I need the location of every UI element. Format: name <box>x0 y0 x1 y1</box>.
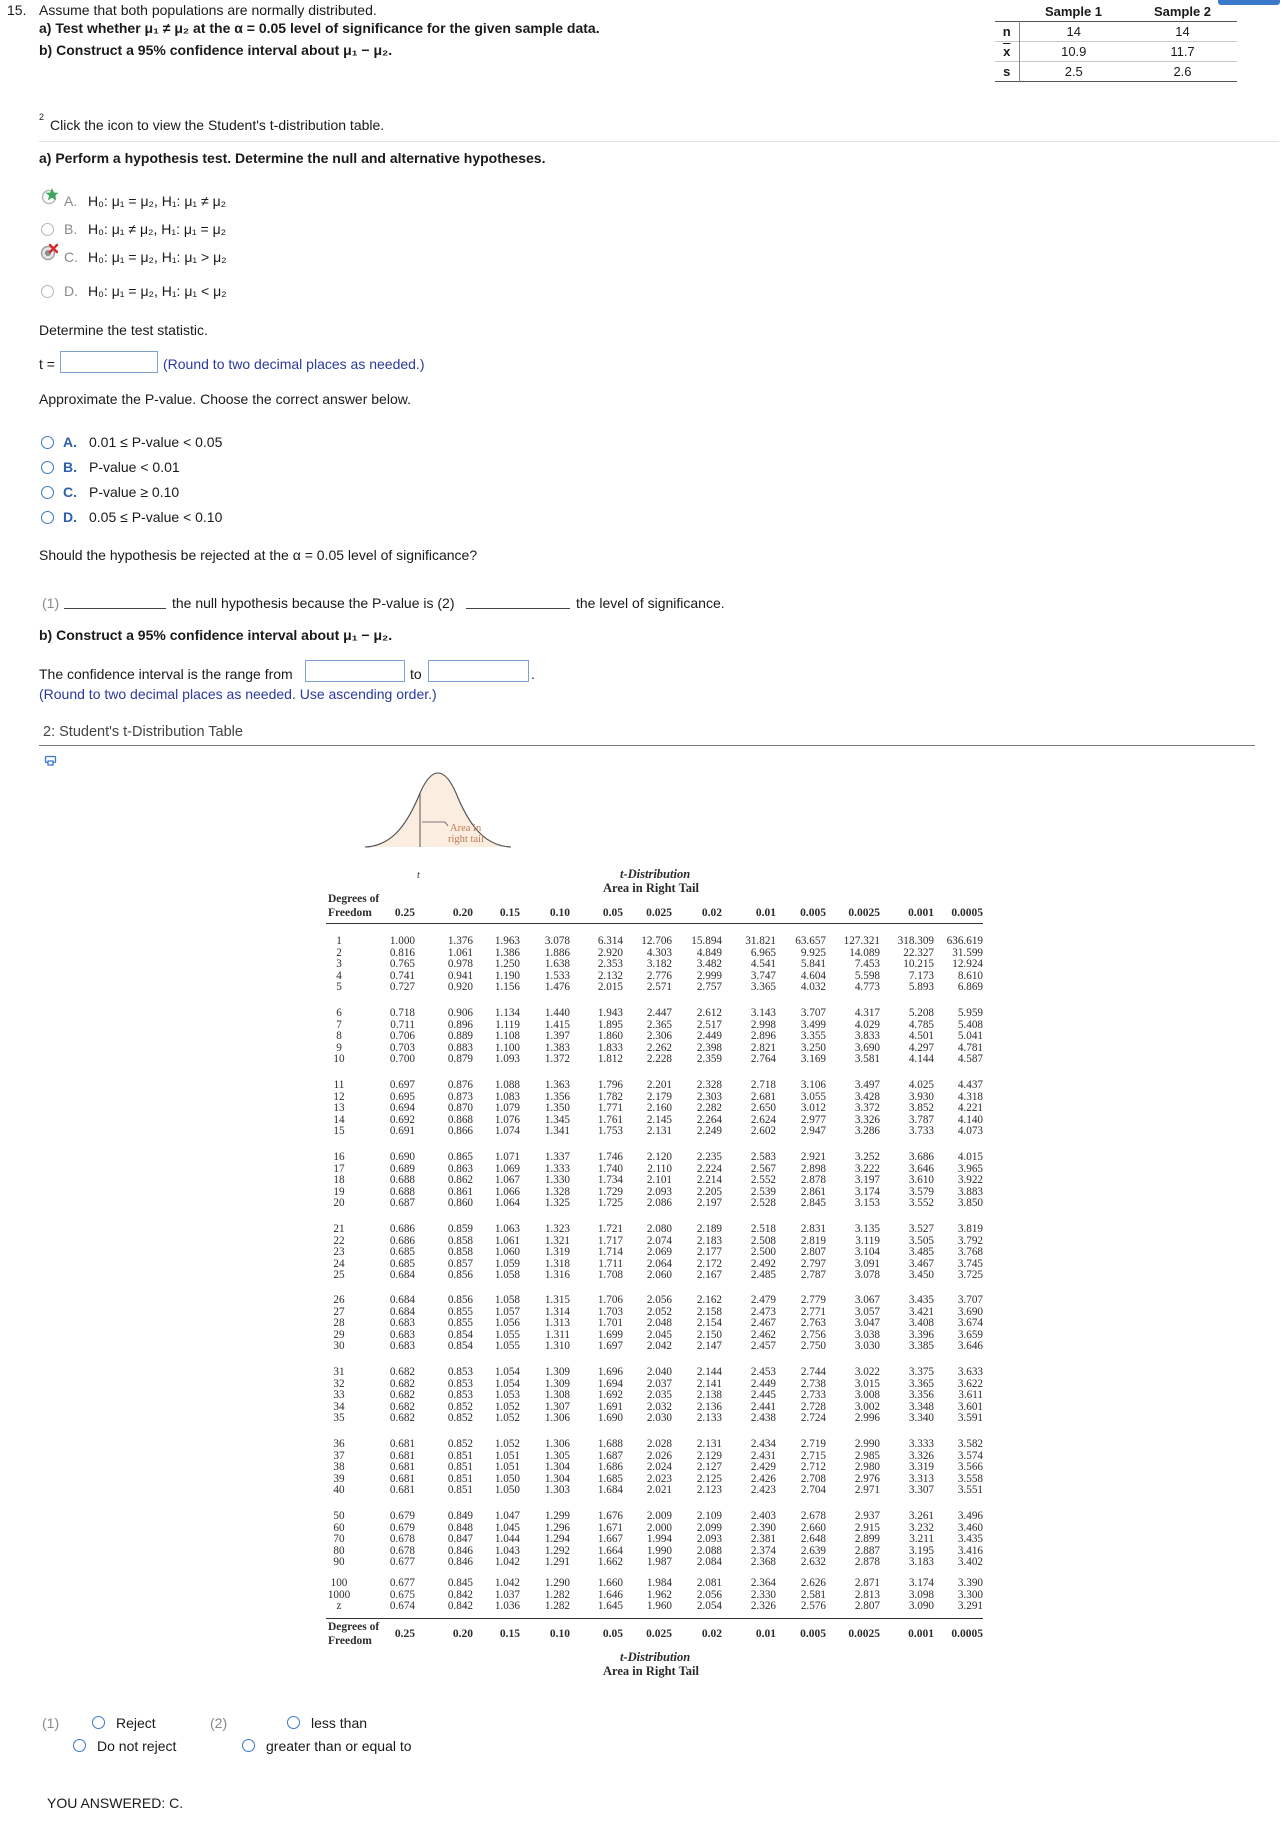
option-letter: D. <box>64 283 78 299</box>
summary-cell: 10.9 <box>1061 44 1087 59</box>
alpha-column-header: 0.001 <box>908 907 934 919</box>
df-column-group: 50 60 70 80 90 <box>333 1510 345 1569</box>
critical-value-column-group: 636.619 31.599 12.924 8.610 6.869 <box>946 935 983 994</box>
alpha-column-header: 0.25 <box>394 907 415 919</box>
alpha-column-header: 0.02 <box>701 907 722 919</box>
alpha-column-header: 0.0025 <box>848 907 880 919</box>
critical-value-column-group: 1.363 1.356 1.350 1.345 1.341 <box>544 1079 570 1138</box>
critical-value-column-group: 3.633 3.622 3.611 3.601 3.591 <box>957 1366 983 1425</box>
critical-value-column-group: 3.819 3.792 3.768 3.745 3.725 <box>957 1223 983 1282</box>
critical-value-column-group: 2.612 2.517 2.449 2.398 2.359 <box>696 1007 722 1066</box>
alpha-column-header: 0.25 <box>394 1628 415 1640</box>
critical-value-column-group: 4.025 3.930 3.852 3.787 3.733 <box>908 1079 934 1138</box>
critical-value-column-group: 2.120 2.110 2.101 2.093 2.086 <box>646 1151 672 1210</box>
critical-value-column-group: 3.375 3.365 3.356 3.348 3.340 <box>908 1366 934 1425</box>
hypotheses-prompt: a) Perform a hypothesis test. Determine the null and alternative hypotheses. <box>39 150 546 166</box>
critical-value-column-group: 0.684 0.684 0.683 0.683 0.683 <box>389 1294 415 1353</box>
critical-value-column-group: 1.706 1.703 1.701 1.699 1.697 <box>597 1294 623 1353</box>
radio-button[interactable] <box>73 1739 86 1752</box>
icon-note-text[interactable]: Click the icon to view the Student's t-distribution table. <box>50 117 385 133</box>
critical-value-column-group: 1.290 1.282 1.282 <box>544 1577 570 1613</box>
alpha-column-header: 0.0005 <box>951 1628 983 1640</box>
critical-value-column-group: 0.690 0.689 0.688 0.688 0.687 <box>389 1151 415 1210</box>
critical-value-column-group: 3.261 3.232 3.211 3.195 3.183 <box>908 1510 934 1569</box>
option-text: P-value < 0.01 <box>89 459 180 475</box>
critical-value-column-group: 0.686 0.686 0.685 0.685 0.684 <box>389 1223 415 1282</box>
t-rounding-hint: (Round to two decimal places as needed.) <box>163 356 425 372</box>
radio-button[interactable] <box>41 511 54 524</box>
reject-prompt: Should the hypothesis be rejected at the α = 0.05 level of significance? <box>39 547 478 563</box>
critical-value-column-group: 1.042 1.037 1.036 <box>494 1577 520 1613</box>
critical-value-column-group: 2.453 2.449 2.445 2.441 2.438 <box>750 1366 776 1425</box>
question-number: 15. <box>7 2 27 18</box>
critical-value-column-group: 3.135 3.119 3.104 3.091 3.078 <box>854 1223 880 1282</box>
incorrect-x-icon <box>40 243 60 261</box>
df-column-group: 36 37 38 39 40 <box>333 1438 345 1497</box>
critical-value-column-group: 2.364 2.330 2.326 <box>750 1577 776 1613</box>
option-letter: A. <box>64 193 78 209</box>
critical-value-column-group: 2.056 2.052 2.048 2.045 2.042 <box>646 1294 672 1353</box>
critical-value-column-group: 2.235 2.224 2.214 2.205 2.197 <box>696 1151 722 1210</box>
critical-value-column-group: 12.706 4.303 3.182 2.776 2.571 <box>641 935 672 994</box>
ci-lower-input[interactable] <box>305 660 405 682</box>
option-text: P-value ≥ 0.10 <box>89 484 180 500</box>
critical-value-column-group: 1.676 1.671 1.667 1.664 1.662 <box>597 1510 623 1569</box>
critical-value-column-group: 0.853 0.853 0.853 0.852 0.852 <box>447 1366 473 1425</box>
df-column-group: 1 2 3 4 5 <box>336 935 342 994</box>
summary-label-n: n <box>995 22 1019 42</box>
critical-value-column-group: 2.144 2.141 2.138 2.136 2.133 <box>696 1366 722 1425</box>
critical-value-column-group: 0.852 0.851 0.851 0.851 0.851 <box>447 1438 473 1497</box>
radio-button[interactable] <box>41 223 54 236</box>
critical-value-column-group: 3.106 3.055 3.012 2.977 2.947 <box>800 1079 826 1138</box>
critical-value-column-group: 1.746 1.740 1.734 1.729 1.725 <box>597 1151 623 1210</box>
critical-value-column-group: 2.744 2.738 2.733 2.728 2.724 <box>800 1366 826 1425</box>
alpha-column-header: 0.01 <box>755 907 776 919</box>
option-letter: B. <box>64 221 78 237</box>
choice-label: greater than or equal to <box>266 1738 412 1754</box>
alpha-column-header: 0.10 <box>549 907 570 919</box>
summary-cell: 2.6 <box>1173 64 1192 79</box>
critical-value-column-group: 2.678 2.660 2.648 2.639 2.632 <box>800 1510 826 1569</box>
critical-value-column-group: 2.779 2.771 2.763 2.756 2.750 <box>800 1294 826 1353</box>
option-text: H₀: μ₁ ≠ μ₂, H₁: μ₁ = μ₂ <box>88 221 227 237</box>
option-text: H₀: μ₁ = μ₂, H₁: μ₁ ≠ μ₂ <box>88 193 227 209</box>
critical-value-column-group: 3.333 3.326 3.319 3.313 3.307 <box>908 1438 934 1497</box>
ci-upper-input[interactable] <box>428 660 529 682</box>
option-letter: B. <box>63 459 77 475</box>
critical-value-column-group: 3.022 3.015 3.008 3.002 2.996 <box>854 1366 880 1425</box>
t-table-header-rule <box>326 923 983 924</box>
critical-value-column-group: 3.707 3.499 3.355 3.250 3.169 <box>800 1007 826 1066</box>
critical-value-column-group: 2.479 2.473 2.467 2.462 2.457 <box>750 1294 776 1353</box>
critical-value-column-group: 3.527 3.505 3.485 3.467 3.450 <box>908 1223 934 1282</box>
critical-value-column-group: 2.201 2.179 2.160 2.145 2.131 <box>646 1079 672 1138</box>
critical-value-column-group: 3.390 3.300 3.291 <box>957 1577 983 1613</box>
df-column-group: 16 17 18 19 20 <box>333 1151 345 1210</box>
df-column-group: 26 27 28 29 30 <box>333 1294 345 1353</box>
radio-button[interactable] <box>242 1739 255 1752</box>
option-text: H₀: μ₁ = μ₂, H₁: μ₁ > μ₂ <box>88 249 227 265</box>
pvalue-prompt: Approximate the P-value. Choose the correct answer below. <box>39 391 411 407</box>
critical-value-column-group: 1.052 1.051 1.051 1.050 1.050 <box>494 1438 520 1497</box>
alpha-column-header: 0.0005 <box>951 907 983 919</box>
critical-value-column-group: 3.686 3.646 3.610 3.579 3.552 <box>908 1151 934 1210</box>
critical-value-column-group: 1.660 1.646 1.645 <box>597 1577 623 1613</box>
t-table-title-line1: t-Distribution <box>620 867 691 881</box>
critical-value-column-group: 0.865 0.863 0.862 0.861 0.860 <box>447 1151 473 1210</box>
critical-value-column-group: 3.252 3.222 3.197 3.174 3.153 <box>854 1151 880 1210</box>
critical-value-column-group: 1.315 1.314 1.313 1.311 1.310 <box>544 1294 570 1353</box>
critical-value-column-group: 2.626 2.581 2.576 <box>800 1577 826 1613</box>
critical-value-column-group: 0.856 0.855 0.855 0.854 0.854 <box>447 1294 473 1353</box>
reject-end-text: the level of significance. <box>576 595 725 611</box>
critical-value-column-group: 1.323 1.321 1.319 1.318 1.316 <box>544 1223 570 1282</box>
critical-value-column-group: 2.718 2.681 2.650 2.624 2.602 <box>750 1079 776 1138</box>
choice-label: Do not reject <box>97 1738 177 1754</box>
critical-value-column-group: 31.821 6.965 4.541 3.747 3.365 <box>745 935 776 994</box>
critical-value-column-group: 318.309 22.327 10.215 7.173 5.893 <box>897 935 934 994</box>
df-column-group: 6 7 8 9 10 <box>333 1007 345 1066</box>
critical-value-column-group: 0.681 0.681 0.681 0.681 0.681 <box>389 1438 415 1497</box>
critical-value-column-group: 2.009 2.000 1.994 1.990 1.987 <box>646 1510 672 1569</box>
footnote-marker: 2 <box>39 112 45 122</box>
critical-value-column-group: 0.906 0.896 0.889 0.883 0.879 <box>447 1007 473 1066</box>
critical-value-column-group: 63.657 9.925 5.841 4.604 4.032 <box>795 935 826 994</box>
blank2-dropdown[interactable] <box>466 594 570 609</box>
print-icon[interactable] <box>44 755 58 767</box>
radio-button[interactable] <box>92 1716 105 1729</box>
critical-value-column-group: 2.434 2.431 2.429 2.426 2.423 <box>750 1438 776 1497</box>
critical-value-column-group: 2.921 2.898 2.878 2.861 2.845 <box>800 1151 826 1210</box>
critical-value-column-group: 3.707 3.690 3.674 3.659 3.646 <box>957 1294 983 1353</box>
critical-value-column-group: 3.078 1.886 1.638 1.533 1.476 <box>544 935 570 994</box>
df-header-line1: Degrees of <box>328 893 380 905</box>
radio-button[interactable] <box>287 1716 300 1729</box>
critical-value-column-group: 1.306 1.305 1.304 1.304 1.303 <box>544 1438 570 1497</box>
critical-value-column-group: 1.963 1.386 1.250 1.190 1.156 <box>494 935 520 994</box>
option-text: H₀: μ₁ = μ₂, H₁: μ₁ < μ₂ <box>88 283 227 299</box>
graphic-area-label: Area in <box>450 823 482 834</box>
critical-value-column-group: 1.721 1.717 1.714 1.711 1.708 <box>597 1223 623 1282</box>
ci-period: . <box>531 666 535 682</box>
df-column-group: 31 32 33 34 35 <box>333 1366 345 1425</box>
critical-value-column-group: 4.317 4.029 3.833 3.690 3.581 <box>854 1007 880 1066</box>
test-statistic-prompt: Determine the test statistic. <box>39 322 208 338</box>
ci-sentence: The confidence interval is the range from <box>39 666 293 682</box>
alpha-column-header: 0.025 <box>646 1628 672 1640</box>
critical-value-column-group: 0.682 0.682 0.682 0.682 0.682 <box>389 1366 415 1425</box>
alpha-column-header: 0.025 <box>646 907 672 919</box>
critical-value-column-group: 1.299 1.296 1.294 1.292 1.291 <box>544 1510 570 1569</box>
summary-header-blank <box>995 2 1019 22</box>
you-answered: YOU ANSWERED: C. <box>47 1795 184 1811</box>
ci-to: to <box>410 666 422 682</box>
ci-heading: b) Construct a 95% confidence interval about μ₁ − μ₂. <box>39 627 393 643</box>
critical-value-column-group: 2.328 2.303 2.282 2.264 2.249 <box>696 1079 722 1138</box>
blank1-dropdown[interactable] <box>64 594 166 609</box>
critical-value-column-group: 3.497 3.428 3.372 3.326 3.286 <box>854 1079 880 1138</box>
critical-value-column-group: 1.984 1.962 1.960 <box>646 1577 672 1613</box>
summary-cell: 11.7 <box>1170 44 1195 59</box>
df-column-group: 11 12 13 14 15 <box>333 1079 345 1138</box>
radio-button[interactable] <box>41 461 54 474</box>
sample-summary-table <box>995 2 1237 82</box>
critical-value-column-group: 2.109 2.099 2.093 2.088 2.084 <box>696 1510 722 1569</box>
critical-value-column-group: 15.894 4.849 3.482 2.999 2.757 <box>691 935 722 994</box>
critical-value-column-group: 1.047 1.045 1.044 1.043 1.042 <box>494 1510 520 1569</box>
critical-value-column-group: 4.015 3.965 3.922 3.883 3.850 <box>957 1151 983 1210</box>
t-table-footer-title1: t-Distribution <box>620 1650 691 1664</box>
choices-group2-label: (2) <box>210 1715 228 1731</box>
critical-value-column-group: 1.054 1.054 1.053 1.052 1.052 <box>494 1366 520 1425</box>
t-statistic-input[interactable] <box>60 351 158 373</box>
critical-value-column-group: 5.208 4.785 4.501 4.297 4.144 <box>908 1007 934 1066</box>
option-letter: A. <box>63 434 77 450</box>
alpha-column-header: 0.20 <box>452 907 473 919</box>
t-table-footer-rule <box>326 1618 983 1619</box>
critical-value-column-group: 1.063 1.061 1.060 1.059 1.058 <box>494 1223 520 1282</box>
df-column-group: 100 1000 z <box>327 1577 351 1613</box>
critical-value-column-group: 1.337 1.333 1.330 1.328 1.325 <box>544 1151 570 1210</box>
critical-value-column-group: 3.435 3.421 3.408 3.396 3.385 <box>908 1294 934 1353</box>
critical-value-column-group: 0.876 0.873 0.870 0.868 0.866 <box>447 1079 473 1138</box>
critical-value-column-group: 1.696 1.694 1.692 1.691 1.690 <box>597 1366 623 1425</box>
alpha-column-header: 0.0025 <box>848 1628 880 1640</box>
critical-value-column-group: 2.081 2.056 2.054 <box>696 1577 722 1613</box>
critical-value-column-group: 5.959 5.408 5.041 4.781 4.587 <box>957 1007 983 1066</box>
alpha-column-header: 0.15 <box>499 1628 520 1640</box>
critical-value-column-group: 2.518 2.508 2.500 2.492 2.485 <box>750 1223 776 1282</box>
df-column-group: 21 22 23 24 25 <box>333 1223 345 1282</box>
critical-value-column-group: 2.028 2.026 2.024 2.023 2.021 <box>646 1438 672 1497</box>
question-part-a: a) Test whether μ₁ ≠ μ₂ at the α = 0.05 level of significance for the given sample data. <box>39 20 600 36</box>
alpha-column-header: 0.005 <box>800 1628 826 1640</box>
graphic-t-label: t <box>417 870 420 881</box>
panel-divider <box>39 745 1255 746</box>
critical-value-column-group: 1.058 1.057 1.056 1.055 1.055 <box>494 1294 520 1353</box>
critical-value-column-group: 0.679 0.679 0.678 0.678 0.677 <box>389 1510 415 1569</box>
critical-value-column-group: 1.134 1.119 1.108 1.100 1.093 <box>494 1007 520 1066</box>
question-part-b: b) Construct a 95% confidence interval about μ₁ − μ₂. <box>39 42 393 58</box>
alpha-column-header: 0.02 <box>701 1628 722 1640</box>
alpha-column-header: 0.05 <box>602 1628 623 1640</box>
critical-value-column-group: 0.697 0.695 0.694 0.692 0.691 <box>389 1079 415 1138</box>
critical-value-column-group: 2.583 2.567 2.552 2.539 2.528 <box>750 1151 776 1210</box>
critical-value-column-group: 2.831 2.819 2.807 2.797 2.787 <box>800 1223 826 1282</box>
summary-label-s: s <box>995 62 1019 82</box>
critical-value-column-group: 3.174 3.098 3.090 <box>908 1577 934 1613</box>
critical-value-column-group: 6.314 2.920 2.353 2.132 2.015 <box>597 935 623 994</box>
critical-value-column-group: 2.447 2.365 2.306 2.262 2.228 <box>646 1007 672 1066</box>
critical-value-column-group: 1.376 1.061 0.978 0.941 0.920 <box>447 935 473 994</box>
critical-value-column-group: 3.496 3.460 3.435 3.416 3.402 <box>957 1510 983 1569</box>
graphic-area-label2: right tail <box>448 834 484 845</box>
option-text: 0.01 ≤ P-value < 0.05 <box>89 434 223 450</box>
critical-value-column-group: 0.845 0.842 0.842 <box>447 1577 473 1613</box>
radio-button[interactable] <box>41 486 54 499</box>
summary-header-sample2: Sample 2 <box>1153 4 1212 19</box>
alpha-column-header: 0.001 <box>908 1628 934 1640</box>
alpha-column-header: 0.10 <box>549 1628 570 1640</box>
reject-middle-text: the null hypothesis because the P-value is (2) <box>172 595 455 611</box>
critical-value-column-group: 3.582 3.574 3.566 3.558 3.551 <box>957 1438 983 1497</box>
critical-value-column-group: 2.719 2.715 2.712 2.708 2.704 <box>800 1438 826 1497</box>
critical-value-column-group: 1.088 1.083 1.079 1.076 1.074 <box>494 1079 520 1138</box>
summary-cell: 14 <box>1175 24 1190 39</box>
summary-cell: 2.5 <box>1064 64 1083 79</box>
critical-value-column-group: 2.189 2.183 2.177 2.172 2.167 <box>696 1223 722 1282</box>
correct-star-icon <box>40 187 60 205</box>
alpha-column-header: 0.20 <box>452 1628 473 1640</box>
option-letter: C. <box>64 249 78 265</box>
critical-value-column-group: 3.067 3.057 3.047 3.038 3.030 <box>854 1294 880 1353</box>
option-letter: C. <box>63 484 77 500</box>
alpha-column-header: 0.05 <box>602 907 623 919</box>
choices-group1-label: (1) <box>42 1715 60 1731</box>
option-text: 0.05 ≤ P-value < 0.10 <box>89 509 223 525</box>
critical-value-column-group: 2.937 2.915 2.899 2.887 2.878 <box>854 1510 880 1569</box>
t-table-panel-title: 2: Student's t-Distribution Table <box>43 724 243 740</box>
df-footer-line1: Degrees of <box>328 1621 380 1633</box>
alpha-column-header: 0.01 <box>755 1628 776 1640</box>
choice-label: Reject <box>116 1715 156 1731</box>
critical-value-column-group: 2.403 2.390 2.381 2.374 2.368 <box>750 1510 776 1569</box>
ci-hint: (Round to two decimal places as needed. Use ascending order.) <box>39 686 437 702</box>
critical-value-column-group: 4.437 4.318 4.221 4.140 4.073 <box>957 1079 983 1138</box>
critical-value-column-group: 1.943 1.895 1.860 1.833 1.812 <box>597 1007 623 1066</box>
critical-value-column-group: 0.859 0.858 0.858 0.857 0.856 <box>447 1223 473 1282</box>
critical-value-column-group: 1.309 1.309 1.308 1.307 1.306 <box>544 1366 570 1425</box>
option-letter: D. <box>63 509 77 525</box>
critical-value-column-group: 0.849 0.848 0.847 0.846 0.846 <box>447 1510 473 1569</box>
critical-value-column-group: 3.143 2.998 2.896 2.821 2.764 <box>750 1007 776 1066</box>
radio-button[interactable] <box>41 285 54 298</box>
critical-value-column-group: 1.796 1.782 1.771 1.761 1.753 <box>597 1079 623 1138</box>
critical-value-column-group: 2.040 2.037 2.035 2.032 2.030 <box>646 1366 672 1425</box>
choice-label: less than <box>311 1715 368 1731</box>
t-table-title-line2: Area in Right Tail <box>603 881 699 895</box>
critical-value-column-group: 2.131 2.129 2.127 2.125 2.123 <box>696 1438 722 1497</box>
df-header-line2: Freedom <box>328 907 372 919</box>
summary-header-sample1: Sample 1 <box>1044 4 1103 19</box>
critical-value-column-group: 2.080 2.074 2.069 2.064 2.060 <box>646 1223 672 1282</box>
df-footer-line2: Freedom <box>328 1635 372 1647</box>
critical-value-column-group: 0.677 0.675 0.674 <box>389 1577 415 1613</box>
critical-value-column-group: 127.321 14.089 7.453 5.598 4.773 <box>843 935 880 994</box>
critical-value-column-group: 2.871 2.813 2.807 <box>854 1577 880 1613</box>
t-distribution-curve-graphic <box>360 768 520 858</box>
critical-value-column-group: 0.718 0.711 0.706 0.703 0.700 <box>389 1007 415 1066</box>
critical-value-column-group: 1.688 1.687 1.686 1.685 1.684 <box>597 1438 623 1497</box>
critical-value-column-group: 2.990 2.985 2.980 2.976 2.971 <box>854 1438 880 1497</box>
alpha-column-header: 0.15 <box>499 907 520 919</box>
critical-value-column-group: 1.440 1.415 1.397 1.383 1.372 <box>544 1007 570 1066</box>
critical-value-column-group: 1.071 1.069 1.067 1.066 1.064 <box>494 1151 520 1210</box>
summary-label-xbar: $\overline{x}$ <box>995 42 1019 62</box>
t-label: t = <box>39 356 55 372</box>
critical-value-column-group: 1.000 0.816 0.765 0.741 0.727 <box>389 935 415 994</box>
alpha-column-header: 0.005 <box>800 907 826 919</box>
divider <box>39 141 1279 142</box>
critical-value-column-group: 2.162 2.158 2.154 2.150 2.147 <box>696 1294 722 1353</box>
radio-button[interactable] <box>41 436 54 449</box>
question-intro: Assume that both populations are normally distributed. <box>39 2 377 18</box>
blank1-label: (1) <box>42 595 60 611</box>
t-table-footer-title2: Area in Right Tail <box>603 1664 699 1678</box>
summary-cell: 14 <box>1066 24 1081 39</box>
